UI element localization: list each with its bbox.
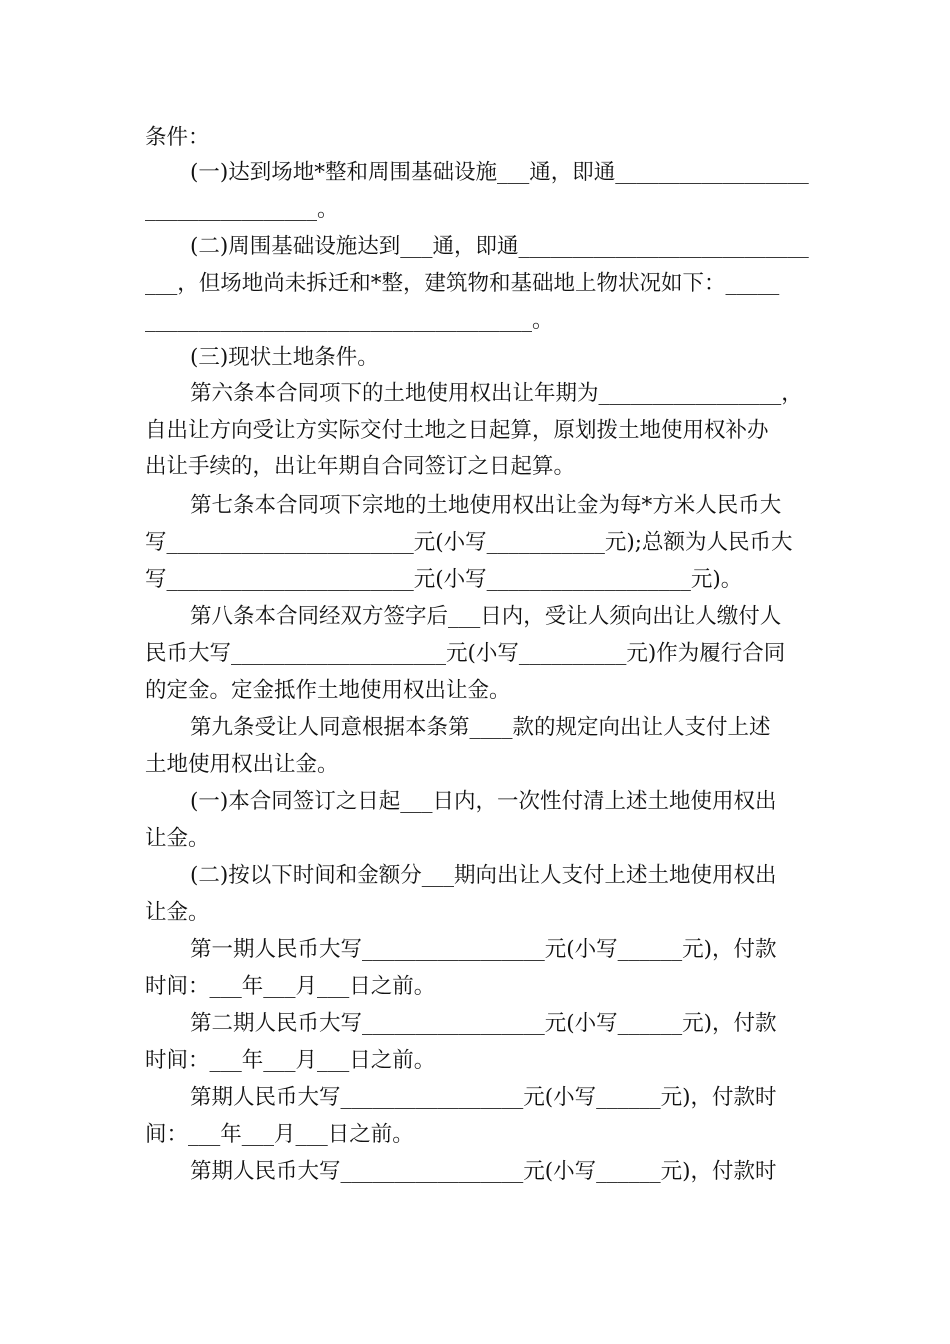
text-line: 间：___年___月___日之前。 <box>145 1122 414 1147</box>
text-line: 第二期人民币大写_________________元(小写______元)，付款 <box>190 1011 777 1036</box>
text-line: (一)达到场地*整和周围基础设施___通，即通__________________ <box>190 160 809 185</box>
text-line: 让金。 <box>145 826 210 851</box>
text-line: 时间：___年___月___日之前。 <box>145 974 436 999</box>
text-line: 第期人民币大写_________________元(小写______元)，付款时 <box>190 1159 777 1184</box>
text-line: (一)本合同签订之日起___日内，一次性付清上述土地使用权出 <box>190 789 777 814</box>
text-line: 第六条本合同项下的土地使用权出让年期为_________________， <box>190 381 803 406</box>
text-line: 第七条本合同项下宗地的土地使用权出让金为每*方米人民币大 <box>190 493 782 518</box>
text-line: 写_______________________元(小写___________元);总额为人民币大 <box>145 530 793 555</box>
text-line: 写_______________________元(小写___________________元)。 <box>145 567 743 592</box>
text-line: 自出让方向受让方实际交付土地之日起算，原划拨土地使用权补办 <box>145 418 769 443</box>
text-line: 让金。 <box>145 900 210 925</box>
text-line: (二)按以下时间和金额分___期向出让人支付上述土地使用权出 <box>190 863 777 888</box>
text-line: 的定金。定金抵作土地使用权出让金。 <box>145 678 511 703</box>
text-line: ____________________________________。 <box>145 308 554 333</box>
text-line: 第期人民币大写_________________元(小写______元)，付款时 <box>190 1085 777 1110</box>
text-line: 土地使用权出让金。 <box>145 752 339 777</box>
text-line: 出让手续的，出让年期自合同签订之日起算。 <box>145 454 576 479</box>
text-line: (二)周围基础设施达到___通，即通___________________________ <box>190 234 809 259</box>
text-line: 第八条本合同经双方签字后___日内，受让人须向出让人缴付人 <box>190 604 782 629</box>
text-line: 条件： <box>145 125 210 150</box>
text-line: ___，但场地尚未拆迁和*整，建筑物和基础地上物状况如下：_____ <box>145 271 780 296</box>
text-line: 第九条受让人同意根据本条第____款的规定向出让人支付上述 <box>190 715 771 740</box>
text-line: ________________。 <box>145 197 339 222</box>
text-line: 民币大写____________________元(小写__________元)作为履行合同 <box>145 641 786 666</box>
text-line: 时间：___年___月___日之前。 <box>145 1048 436 1073</box>
text-line: 第一期人民币大写_________________元(小写______元)，付款 <box>190 937 777 962</box>
text-line: (三)现状土地条件。 <box>190 345 379 370</box>
